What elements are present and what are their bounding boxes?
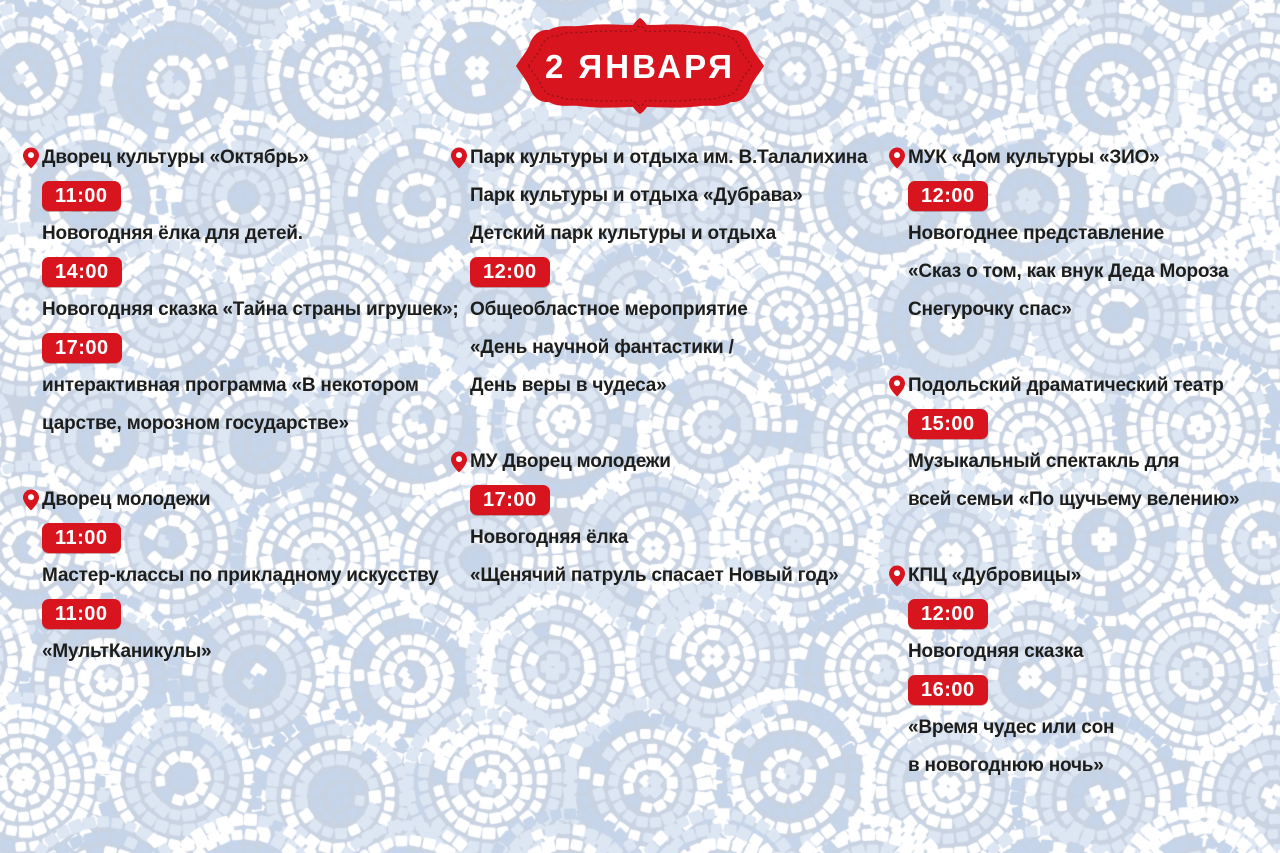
event-text-row	[42, 405, 458, 443]
event-text: Снегурочку спас»	[908, 299, 1072, 320]
event-text: Общеобластное мероприятие	[470, 299, 748, 320]
map-pin-icon	[889, 148, 905, 169]
map-pin-icon	[889, 376, 905, 397]
time-row	[42, 519, 458, 557]
event-text: Новогодняя сказка	[908, 641, 1084, 662]
venue-name: Детский парк культуры и отдыха	[470, 223, 776, 244]
time-badge: 17:00	[42, 333, 122, 363]
event-text: Новогодняя сказка «Тайна страны игрушек»;	[42, 299, 459, 320]
schedule-column	[908, 139, 1239, 785]
venue-block	[908, 367, 1239, 519]
time-row	[470, 253, 867, 291]
time-row	[42, 253, 458, 291]
event-text-row	[908, 633, 1239, 671]
venue-name: Дворец культуры «Октябрь»	[42, 147, 309, 168]
time-badge: 16:00	[908, 675, 988, 705]
event-text: «День научной фантастики /	[470, 337, 734, 358]
event-text: «Время чудес или сон	[908, 717, 1115, 738]
event-text: «МультКаникулы»	[42, 641, 212, 662]
event-text-row	[908, 253, 1239, 291]
venue-block	[42, 139, 458, 443]
event-text-row	[908, 481, 1239, 519]
venue-block	[470, 443, 867, 595]
event-text-row	[42, 557, 458, 595]
event-text: царстве, морозном государстве»	[42, 413, 349, 434]
date-label: 2 ЯНВАРЯ	[545, 48, 735, 85]
time-badge: 17:00	[470, 485, 550, 515]
time-row	[470, 481, 867, 519]
time-row	[908, 671, 1239, 709]
time-badge: 12:00	[908, 181, 988, 211]
venue-row	[908, 367, 1239, 405]
venue-block	[908, 557, 1239, 785]
time-badge: 11:00	[42, 181, 121, 211]
time-badge: 12:00	[908, 599, 988, 629]
venue-name: МУК «Дом культуры «ЗИО»	[908, 147, 1160, 168]
time-row	[42, 595, 458, 633]
time-badge: 11:00	[42, 599, 121, 629]
venue-row	[908, 139, 1239, 177]
event-text: Новогодняя ёлка	[470, 527, 629, 548]
time-badge: 14:00	[42, 257, 122, 287]
event-text-row	[908, 747, 1239, 785]
venue-row	[42, 139, 458, 177]
time-row	[908, 177, 1239, 215]
venue-row	[470, 177, 867, 215]
map-pin-icon	[23, 490, 39, 511]
event-text: Новогодняя ёлка для детей.	[42, 223, 303, 244]
event-text-row	[42, 291, 458, 329]
event-text-row	[470, 329, 867, 367]
time-badge: 15:00	[908, 409, 988, 439]
event-text-row	[908, 709, 1239, 747]
time-badge: 12:00	[470, 257, 550, 287]
event-text: «Сказ о том, как внук Деда Мороза	[908, 261, 1229, 282]
venue-name: Парк культуры и отдыха им. В.Талалихина	[470, 147, 868, 168]
time-badge: 11:00	[42, 523, 121, 553]
event-text: в новогоднюю ночь»	[908, 755, 1104, 776]
event-text-row	[42, 367, 458, 405]
map-pin-icon	[451, 452, 467, 473]
venue-name: КПЦ «Дубровицы»	[908, 565, 1082, 586]
event-text-row	[42, 633, 458, 671]
map-pin-icon	[889, 566, 905, 587]
map-pin-icon	[451, 148, 467, 169]
event-text: всей семьи «По щучьему велению»	[908, 489, 1240, 510]
event-text-row	[908, 215, 1239, 253]
venue-row	[908, 557, 1239, 595]
map-pin-icon	[23, 148, 39, 169]
time-row	[908, 595, 1239, 633]
venue-row	[470, 139, 867, 177]
venue-block	[470, 139, 867, 405]
event-text: «Щенячий патруль спасает Новый год»	[470, 565, 839, 586]
venue-name: Парк культуры и отдыха «Дубрава»	[470, 185, 803, 206]
event-text: День веры в чудеса»	[470, 375, 667, 396]
time-row	[908, 405, 1239, 443]
event-text: Мастер-классы по прикладному искусству	[42, 565, 439, 586]
event-text-row	[470, 291, 867, 329]
venue-row	[470, 443, 867, 481]
venue-name: Подольский драматический театр	[908, 375, 1224, 396]
event-text: Новогоднее представление	[908, 223, 1164, 244]
venue-block	[908, 139, 1239, 329]
event-text: Музыкальный спектакль для	[908, 451, 1180, 472]
event-text-row	[470, 557, 867, 595]
date-plaque	[515, 17, 765, 115]
event-text-row	[908, 291, 1239, 329]
time-row	[42, 177, 458, 215]
time-row	[42, 329, 458, 367]
venue-name: МУ Дворец молодежи	[470, 451, 671, 472]
venue-row	[42, 481, 458, 519]
event-text-row	[42, 215, 458, 253]
event-text: интерактивная программа «В некотором	[42, 375, 419, 396]
event-text-row	[470, 519, 867, 557]
venue-block	[42, 481, 458, 671]
event-text-row	[470, 367, 867, 405]
venue-row	[470, 215, 867, 253]
schedule-column	[42, 139, 458, 671]
event-text-row	[908, 443, 1239, 481]
schedule-column	[470, 139, 867, 595]
venue-name: Дворец молодежи	[42, 489, 211, 510]
